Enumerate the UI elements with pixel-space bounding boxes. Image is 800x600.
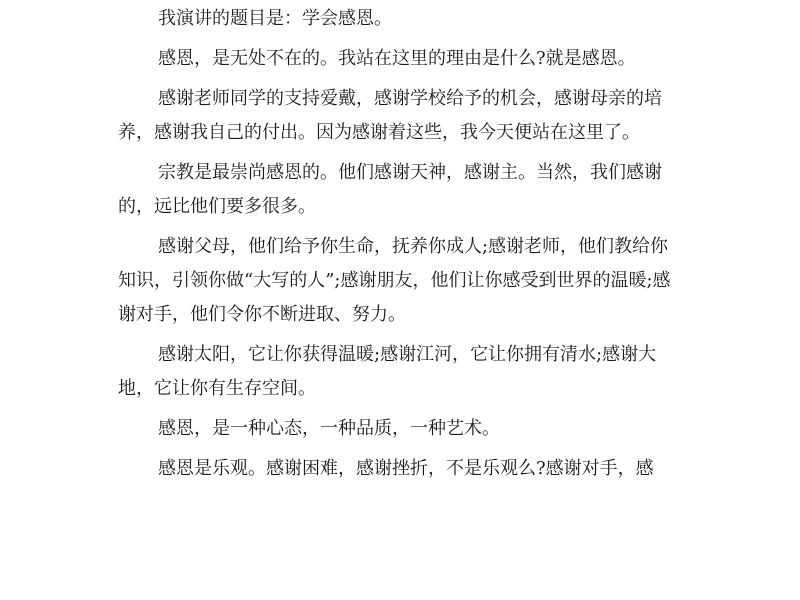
paragraph-attitude: 感恩，是一种心态，一种品质，一种艺术。 xyxy=(158,418,500,439)
paragraph-thank-teachers: 感谢老师同学的支持爱戴，感谢学校给予的机会，感谢母亲的培养，感谢我自己的付出。因为感谢着这些，我今天便站在这里了。 xyxy=(118,88,662,143)
paragraph-speech-title: 我演讲的题目是：学会感恩。 xyxy=(158,8,392,29)
document-body xyxy=(118,2,686,492)
paragraph-thank-parents: 感谢父母，他们给予你生命，抚养你成人;感谢老师，他们教给你知识，引领你做“大写的人”;感谢朋友，他们让你感受到世界的温暖;感谢对手，他们令你不断进取、努力。 xyxy=(118,236,671,325)
paragraph-thank-nature: 感谢太阳，它让你获得温暖;感谢江河，它让你拥有清水;感谢大地，它让你有生存空间。 xyxy=(118,344,657,399)
paragraph-everywhere: 感恩，是无处不在的。我站在这里的理由是什么?就是感恩。 xyxy=(158,48,636,69)
paragraph-religion: 宗教是最崇尚感恩的。他们感谢天神，感谢主。当然，我们感谢的，远比他们要多很多。 xyxy=(118,162,662,217)
paragraph-optimism: 感恩是乐观。感谢困难，感谢挫折，不是乐观么?感谢对手，感 xyxy=(158,458,654,479)
